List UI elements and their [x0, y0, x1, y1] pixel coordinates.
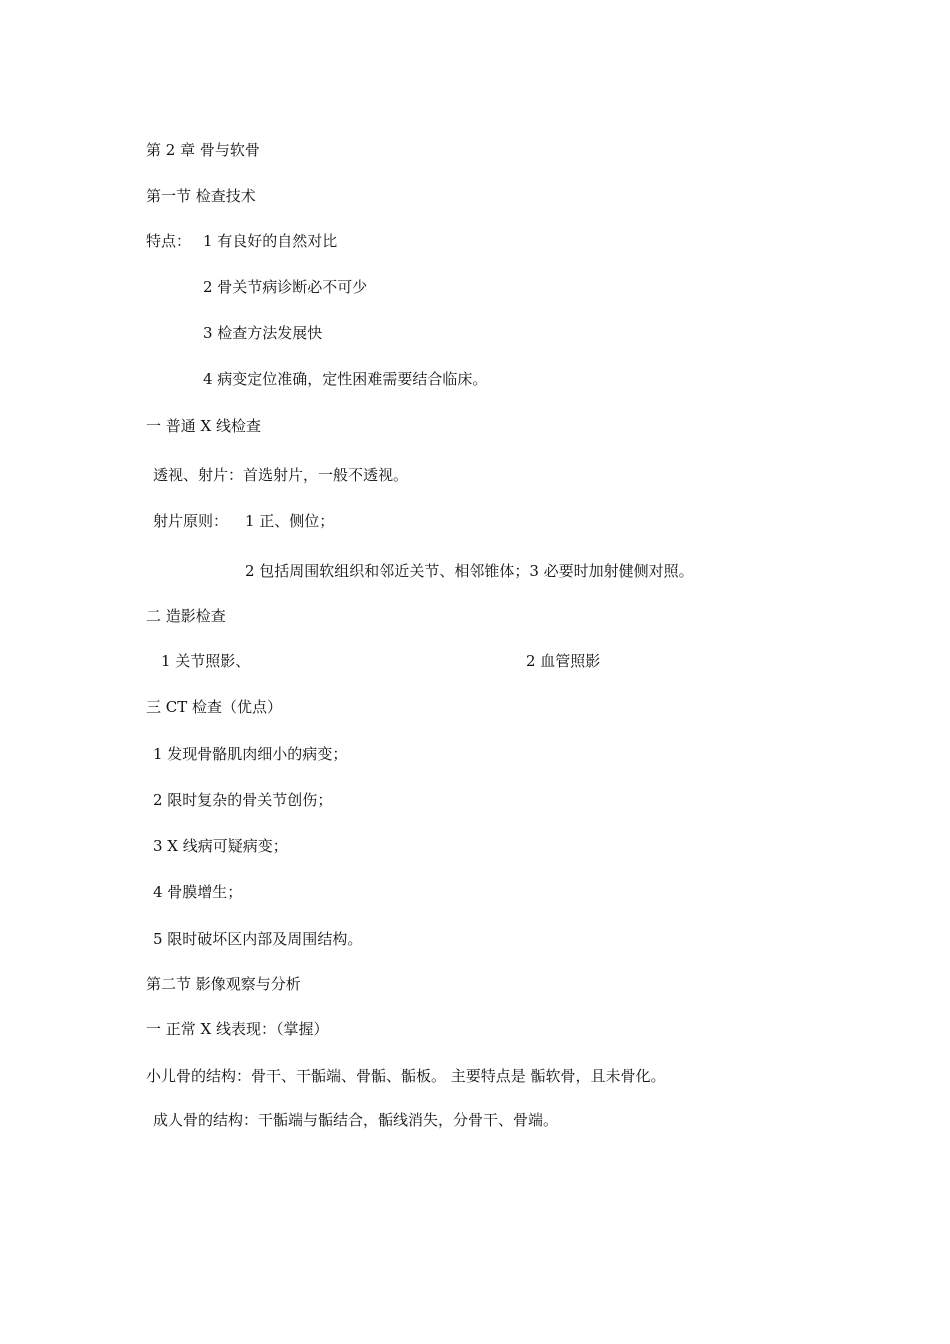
section-title-inspection: 第一节 检查技术 [146, 187, 256, 205]
ct-item: 1 发现骨骼肌肉细小的病变； [153, 745, 348, 763]
ct-item: 2 限时复杂的骨关节创伤； [153, 791, 333, 809]
contrast-item: 1 关节照影、 [161, 652, 251, 670]
ct-item: 5 限时破坏区内部及周围结构。 [153, 930, 363, 948]
chapter-title: 第 2 章 骨与软骨 [146, 141, 260, 159]
principle-item: 2 包括周围软组织和邻近关节、相邻锥体；3 必要时加射健侧对照。 [245, 562, 694, 580]
feature-item: 2 骨关节病诊断必不可少 [203, 278, 368, 296]
feature-item: 4 病变定位准确，定性困难需要结合临床。 [203, 370, 488, 388]
principle-item: 1 正、侧位； [245, 512, 335, 530]
principle-label: 射片原则： [153, 512, 229, 530]
xray-heading: 一 普通 X 线检查 [146, 417, 261, 435]
contrast-heading: 二 造影检查 [146, 607, 226, 625]
feature-item: 1 有良好的自然对比 [203, 232, 338, 250]
child-bone-text: 小儿骨的结构：骨干、干骺端、骨骺、骺板。 主要特点是 骺软骨，且未骨化。 [146, 1067, 666, 1085]
fluoroscopy-text: 透视、射片：首选射片，一般不透视。 [153, 466, 409, 484]
normal-xray-heading: 一 正常 X 线表现：（掌握） [146, 1020, 329, 1038]
ct-item: 3 X 线病可疑病变； [153, 837, 288, 855]
feature-item: 3 检查方法发展快 [203, 324, 323, 342]
section-title-imaging: 第二节 影像观察与分析 [146, 975, 301, 993]
contrast-item: 2 血管照影 [526, 652, 601, 670]
ct-item: 4 骨膜增生； [153, 883, 243, 901]
adult-bone-text: 成人骨的结构：干骺端与骺结合，骺线消失，分骨干、骨端。 [153, 1111, 559, 1129]
features-label: 特点： [146, 232, 192, 250]
ct-heading: 三 CT 检查（优点） [146, 698, 283, 716]
